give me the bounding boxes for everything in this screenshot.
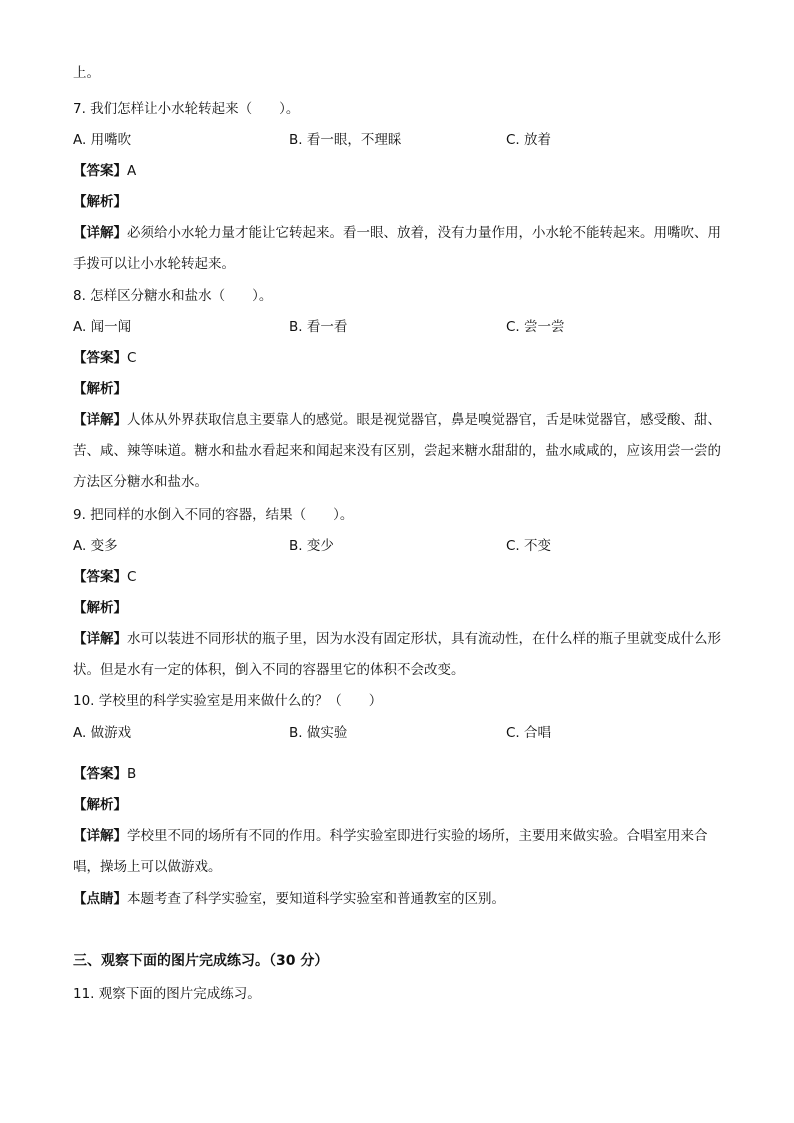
question-7-detail (73, 218, 723, 280)
question-9-option-b: B. 变少 (289, 538, 334, 554)
question-9-option-c: C. 不变 (506, 538, 552, 554)
detail-tag: 【详解】 (73, 225, 127, 241)
question-10-option-a: A. 做游戏 (73, 725, 132, 741)
question-9-answer (73, 568, 136, 586)
answer-value: C (127, 569, 137, 585)
question-8-answer (73, 349, 136, 367)
detail-text: 水可以装进不同形状的瓶子里，因为水没有固定形状，具有流动性，在什么样的瓶子里就变成什么形状。但是水有一定的体积，倒入不同的容器里它的体积不会改变。 (73, 631, 721, 678)
question-8-option-b: B. 看一看 (289, 319, 348, 335)
detail-text: 必须给小水轮力量才能让它转起来。看一眼、放着，没有力量作用，小水轮不能转起来。用嘴吹、用手拨可以让小水轮转起来。 (73, 225, 721, 272)
question-8-analysis-tag (73, 380, 127, 398)
answer-tag: 【答案】 (73, 569, 127, 585)
question-9-stem: 9. 把同样的水倒入不同的容器，结果（ ）。 (73, 507, 354, 523)
comment-text: 本题考查了科学实验室，要知道科学实验室和普通教室的区别。 (127, 891, 505, 907)
question-10-option-c: C. 合唱 (506, 725, 552, 741)
detail-tag: 【详解】 (73, 412, 127, 428)
answer-tag: 【答案】 (73, 163, 127, 179)
question-9-analysis-tag (73, 599, 127, 617)
analysis-tag: 【解析】 (73, 381, 127, 397)
question-8-detail (73, 405, 723, 498)
question-10-analysis-tag (73, 796, 127, 814)
question-7-option-b: B. 看一眼，不理睬 (289, 132, 402, 148)
answer-value: C (127, 350, 137, 366)
question-11-stem: 11. 观察下面的图片完成练习。 (73, 986, 261, 1002)
answer-value: B (127, 766, 137, 782)
question-9-detail (73, 624, 723, 686)
question-7-analysis-tag (73, 193, 127, 211)
section-title: 三、观察下面的图片完成练习。（30 分） (73, 953, 329, 969)
question-7-option-c: C. 放着 (506, 132, 552, 148)
detail-tag: 【详解】 (73, 828, 127, 844)
question-10-option-b: B. 做实验 (289, 725, 348, 741)
question-8-stem: 8. 怎样区分糖水和盐水（ ）。 (73, 288, 273, 304)
question-8-option-c: C. 尝一尝 (506, 319, 565, 335)
question-7-answer (73, 162, 136, 180)
analysis-tag: 【解析】 (73, 600, 127, 616)
question-10-stem: 10. 学校里的科学实验室是用来做什么的？（ ） (73, 693, 383, 709)
detail-tag: 【详解】 (73, 631, 127, 647)
detail-text: 人体从外界获取信息主要靠人的感觉。眼是视觉器官，鼻是嗅觉器官，舌是味觉器官，感受酸、甜、苦、咸、辣等味道。糖水和盐水看起来和闻起来没有区别，尝起来糖水甜甜的，盐水咸咸的，应该用尝一尝的方法区分糖水和盐水。 (73, 412, 721, 490)
continued-text: 上。 (73, 65, 100, 81)
question-7-stem: 7. 我们怎样让小水轮转起来（ ）。 (73, 101, 300, 117)
analysis-tag: 【解析】 (73, 194, 127, 210)
answer-tag: 【答案】 (73, 350, 127, 366)
question-10-comment (73, 890, 505, 908)
question-8-option-a: A. 闻一闻 (73, 319, 132, 335)
question-9-option-a: A. 变多 (73, 538, 118, 554)
analysis-tag: 【解析】 (73, 797, 127, 813)
question-7-option-a: A. 用嘴吹 (73, 132, 132, 148)
question-10-detail (73, 821, 723, 883)
answer-tag: 【答案】 (73, 766, 127, 782)
question-10-answer (73, 765, 136, 783)
answer-value: A (127, 163, 137, 179)
detail-text: 学校里不同的场所有不同的作用。科学实验室即进行实验的场所，主要用来做实验。合唱室用来合唱，操场上可以做游戏。 (73, 828, 708, 875)
comment-tag: 【点睛】 (73, 891, 127, 907)
